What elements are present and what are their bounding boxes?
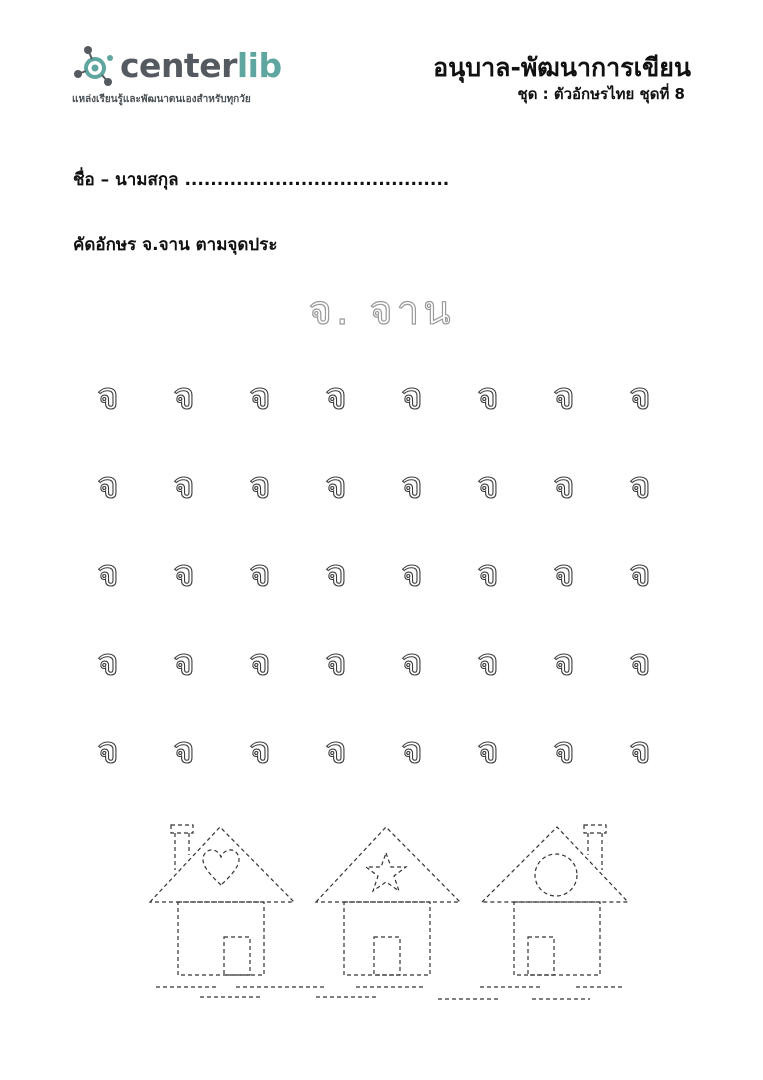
trace-letter: จ bbox=[628, 374, 652, 418]
trace-row bbox=[74, 634, 679, 723]
door bbox=[528, 937, 554, 975]
chimney bbox=[175, 833, 189, 870]
trace-letter: จ bbox=[400, 639, 424, 684]
trace-letter: จ bbox=[628, 551, 652, 595]
trace-letter: จ bbox=[552, 551, 576, 595]
roof bbox=[482, 827, 628, 902]
trace-letter: จ bbox=[96, 374, 120, 418]
trace-letter: จ bbox=[172, 374, 196, 418]
logo-word-lib: lib bbox=[236, 46, 282, 85]
trace-row bbox=[74, 457, 679, 546]
trace-letter: จ bbox=[400, 462, 424, 507]
trace-letter: จ bbox=[324, 374, 348, 418]
logo-molecule-icon bbox=[72, 44, 118, 90]
trace-row bbox=[74, 722, 679, 811]
trace-letter: จ bbox=[628, 462, 652, 507]
trace-letter: จ bbox=[552, 374, 576, 418]
example-word: จ. จาน bbox=[308, 288, 455, 334]
circle-icon bbox=[535, 854, 577, 896]
trace-row bbox=[74, 545, 679, 634]
trace-letter: จ bbox=[248, 374, 272, 418]
door bbox=[224, 937, 250, 975]
trace-letter: จ bbox=[552, 728, 576, 772]
worksheet-subtitle: ชุด : ตัวอักษรไทย ชุดที่ 8 bbox=[517, 85, 685, 103]
ground-lines bbox=[156, 987, 324, 997]
house-body bbox=[344, 902, 430, 975]
heart-icon bbox=[203, 850, 239, 885]
trace-letter: จ bbox=[628, 728, 652, 772]
ground-lines bbox=[316, 987, 426, 997]
name-field-line: ชื่อ – นามสกุล ......................................... bbox=[73, 170, 450, 190]
instruction-text: คัดอักษร จ.จาน ตามจุดประ bbox=[73, 235, 278, 255]
house-circle bbox=[480, 815, 650, 1005]
trace-letter: จ bbox=[400, 728, 424, 772]
chimney-top bbox=[171, 825, 193, 833]
door bbox=[374, 937, 400, 975]
house-star bbox=[314, 815, 474, 1005]
chimney-top bbox=[584, 825, 606, 833]
trace-letter: จ bbox=[248, 551, 272, 595]
logo-wordmark bbox=[120, 44, 282, 88]
chimney bbox=[588, 833, 602, 870]
trace-letter: จ bbox=[324, 551, 348, 595]
houses-illustration bbox=[140, 815, 640, 1015]
trace-letter: จ bbox=[400, 374, 424, 418]
trace-letter: จ bbox=[552, 462, 576, 507]
roof bbox=[150, 827, 294, 902]
trace-letter: จ bbox=[248, 639, 272, 684]
trace-letter: จ bbox=[172, 728, 196, 772]
trace-letter: จ bbox=[552, 639, 576, 684]
trace-letter: จ bbox=[96, 728, 120, 772]
trace-letter: จ bbox=[476, 728, 500, 772]
trace-letter: จ bbox=[324, 728, 348, 772]
trace-letter: จ bbox=[172, 639, 196, 684]
trace-row bbox=[74, 368, 679, 457]
house-heart bbox=[148, 815, 308, 1005]
trace-letter: จ bbox=[248, 728, 272, 772]
trace-letter: จ bbox=[476, 374, 500, 418]
trace-letter: จ bbox=[628, 639, 652, 684]
house-body bbox=[514, 902, 600, 975]
trace-letter: จ bbox=[172, 551, 196, 595]
trace-letter: จ bbox=[324, 639, 348, 684]
tracing-grid bbox=[74, 368, 679, 811]
roof bbox=[316, 827, 460, 902]
trace-letter: จ bbox=[96, 462, 120, 507]
trace-letter: จ bbox=[96, 639, 120, 684]
trace-letter: จ bbox=[172, 462, 196, 507]
trace-letter: จ bbox=[96, 551, 120, 595]
trace-letter: จ bbox=[476, 551, 500, 595]
logo-tagline: แหล่งเรียนรู้และพัฒนาตนเองสำหรับทุกวัย bbox=[72, 94, 251, 105]
centerlib-logo bbox=[72, 42, 312, 112]
trace-letter: จ bbox=[476, 639, 500, 684]
logo-word-center: center bbox=[120, 46, 237, 85]
star-icon bbox=[366, 853, 406, 891]
house-body bbox=[178, 902, 264, 975]
worksheet-title: อนุบาล-พัฒนาการเขียน bbox=[433, 53, 691, 82]
trace-letter: จ bbox=[400, 551, 424, 595]
trace-letter: จ bbox=[324, 462, 348, 507]
trace-letter: จ bbox=[476, 462, 500, 507]
trace-letter: จ bbox=[248, 462, 272, 507]
